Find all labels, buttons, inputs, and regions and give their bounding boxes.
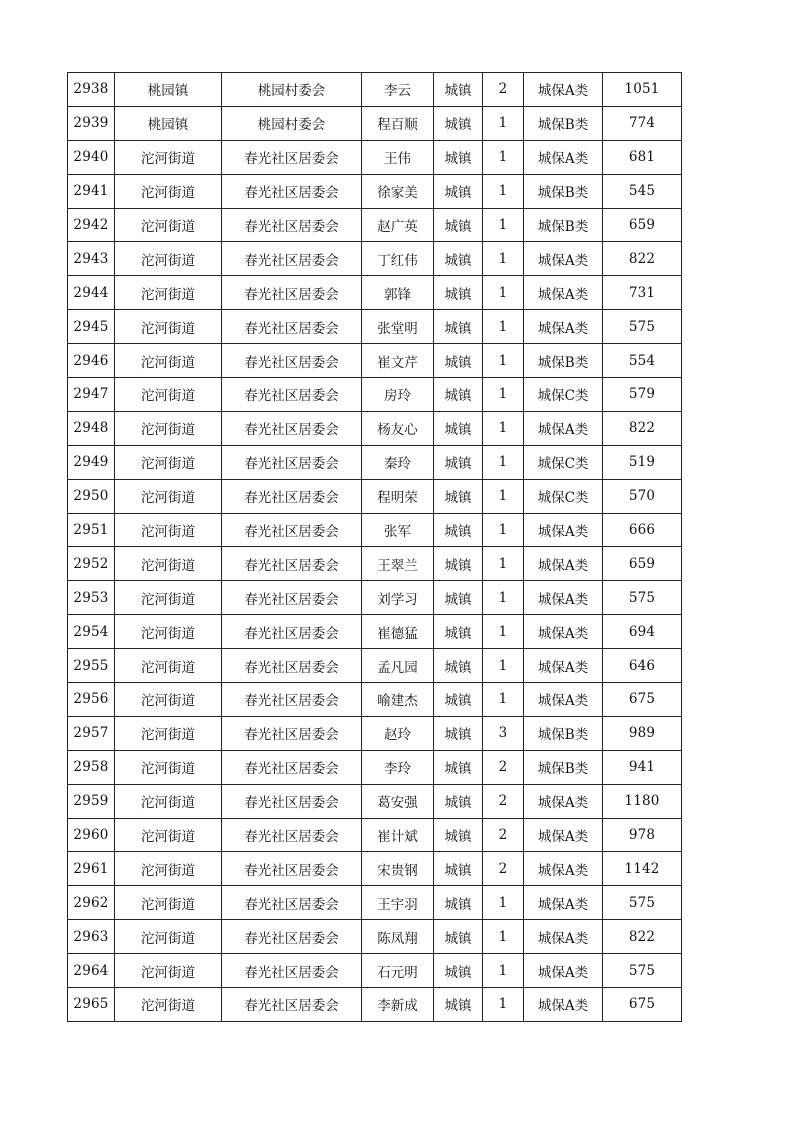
cell-town: 沱河街道	[115, 852, 222, 886]
cell-household-count: 1	[483, 513, 524, 547]
table-row	[68, 208, 682, 242]
cell-category: 城保C类	[524, 445, 603, 479]
cell-committee: 春光社区居委会	[222, 242, 362, 276]
cell-amount: 659	[603, 208, 682, 242]
cell-area-type: 城镇	[434, 852, 483, 886]
table-row	[68, 547, 682, 581]
cell-category: 城保A类	[524, 818, 603, 852]
cell-committee: 春光社区居委会	[222, 344, 362, 378]
cell-area-type: 城镇	[434, 479, 483, 513]
roster-table	[67, 72, 682, 1022]
cell-area-type: 城镇	[434, 310, 483, 344]
cell-category: 城保A类	[524, 242, 603, 276]
table-row	[68, 378, 682, 412]
cell-serial-number: 2958	[68, 750, 115, 784]
table-row	[68, 479, 682, 513]
cell-name: 郭锋	[362, 276, 434, 310]
cell-household-count: 1	[483, 581, 524, 615]
cell-serial-number: 2962	[68, 886, 115, 920]
table-row	[68, 581, 682, 615]
cell-household-count: 1	[483, 378, 524, 412]
cell-committee: 春光社区居委会	[222, 581, 362, 615]
cell-amount: 941	[603, 750, 682, 784]
cell-name: 喻建杰	[362, 683, 434, 717]
cell-town: 沱河街道	[115, 547, 222, 581]
cell-amount: 646	[603, 649, 682, 683]
cell-household-count: 1	[483, 208, 524, 242]
cell-committee: 春光社区居委会	[222, 818, 362, 852]
cell-town: 沱河街道	[115, 886, 222, 920]
cell-category: 城保A类	[524, 683, 603, 717]
cell-area-type: 城镇	[434, 106, 483, 140]
table-row	[68, 988, 682, 1022]
cell-amount: 575	[603, 886, 682, 920]
cell-town: 沱河街道	[115, 411, 222, 445]
cell-serial-number: 2946	[68, 344, 115, 378]
table-row	[68, 445, 682, 479]
cell-serial-number: 2945	[68, 310, 115, 344]
cell-category: 城保A类	[524, 140, 603, 174]
table-row	[68, 411, 682, 445]
cell-area-type: 城镇	[434, 954, 483, 988]
cell-town: 沱河街道	[115, 683, 222, 717]
cell-amount: 666	[603, 513, 682, 547]
table-row	[68, 649, 682, 683]
cell-committee: 春光社区居委会	[222, 750, 362, 784]
cell-category: 城保A类	[524, 276, 603, 310]
cell-category: 城保A类	[524, 988, 603, 1022]
cell-town: 沱河街道	[115, 513, 222, 547]
cell-area-type: 城镇	[434, 174, 483, 208]
cell-serial-number: 2954	[68, 615, 115, 649]
cell-committee: 春光社区居委会	[222, 886, 362, 920]
cell-serial-number: 2942	[68, 208, 115, 242]
cell-name: 赵广英	[362, 208, 434, 242]
cell-category: 城保A类	[524, 784, 603, 818]
cell-amount: 989	[603, 716, 682, 750]
cell-area-type: 城镇	[434, 988, 483, 1022]
cell-amount: 575	[603, 310, 682, 344]
cell-serial-number: 2944	[68, 276, 115, 310]
table-row	[68, 174, 682, 208]
table-row	[68, 276, 682, 310]
cell-category: 城保A类	[524, 310, 603, 344]
cell-amount: 575	[603, 581, 682, 615]
cell-town: 沱河街道	[115, 310, 222, 344]
cell-household-count: 1	[483, 615, 524, 649]
cell-category: 城保A类	[524, 954, 603, 988]
cell-serial-number: 2943	[68, 242, 115, 276]
cell-amount: 579	[603, 378, 682, 412]
cell-serial-number: 2950	[68, 479, 115, 513]
cell-town: 沱河街道	[115, 378, 222, 412]
cell-area-type: 城镇	[434, 784, 483, 818]
cell-serial-number: 2953	[68, 581, 115, 615]
cell-committee: 春光社区居委会	[222, 411, 362, 445]
cell-name: 刘学习	[362, 581, 434, 615]
cell-committee: 春光社区居委会	[222, 784, 362, 818]
cell-household-count: 2	[483, 818, 524, 852]
cell-amount: 822	[603, 242, 682, 276]
table-row	[68, 140, 682, 174]
cell-town: 沱河街道	[115, 242, 222, 276]
cell-area-type: 城镇	[434, 615, 483, 649]
cell-amount: 675	[603, 988, 682, 1022]
cell-town: 桃园镇	[115, 106, 222, 140]
cell-household-count: 2	[483, 784, 524, 818]
cell-area-type: 城镇	[434, 73, 483, 107]
cell-committee: 桃园村委会	[222, 106, 362, 140]
cell-name: 房玲	[362, 378, 434, 412]
cell-category: 城保B类	[524, 106, 603, 140]
cell-serial-number: 2961	[68, 852, 115, 886]
cell-committee: 春光社区居委会	[222, 479, 362, 513]
cell-amount: 659	[603, 547, 682, 581]
cell-household-count: 1	[483, 445, 524, 479]
cell-committee: 春光社区居委会	[222, 310, 362, 344]
cell-committee: 春光社区居委会	[222, 988, 362, 1022]
cell-serial-number: 2941	[68, 174, 115, 208]
cell-committee: 春光社区居委会	[222, 513, 362, 547]
cell-household-count: 2	[483, 852, 524, 886]
cell-amount: 675	[603, 683, 682, 717]
cell-area-type: 城镇	[434, 750, 483, 784]
cell-committee: 春光社区居委会	[222, 852, 362, 886]
cell-name: 张堂明	[362, 310, 434, 344]
cell-serial-number: 2947	[68, 378, 115, 412]
table-row	[68, 954, 682, 988]
cell-serial-number: 2949	[68, 445, 115, 479]
cell-name: 崔文芹	[362, 344, 434, 378]
cell-category: 城保A类	[524, 411, 603, 445]
cell-name: 李玲	[362, 750, 434, 784]
cell-name: 赵玲	[362, 716, 434, 750]
table-row	[68, 73, 682, 107]
cell-category: 城保B类	[524, 716, 603, 750]
cell-area-type: 城镇	[434, 886, 483, 920]
cell-name: 张军	[362, 513, 434, 547]
cell-area-type: 城镇	[434, 547, 483, 581]
cell-committee: 春光社区居委会	[222, 276, 362, 310]
cell-category: 城保A类	[524, 547, 603, 581]
cell-town: 沱河街道	[115, 581, 222, 615]
cell-area-type: 城镇	[434, 140, 483, 174]
cell-committee: 春光社区居委会	[222, 920, 362, 954]
cell-category: 城保A类	[524, 513, 603, 547]
cell-town: 沱河街道	[115, 818, 222, 852]
cell-household-count: 1	[483, 344, 524, 378]
roster-body	[68, 73, 682, 1022]
table-row	[68, 750, 682, 784]
cell-amount: 545	[603, 174, 682, 208]
cell-name: 李云	[362, 73, 434, 107]
cell-town: 沱河街道	[115, 174, 222, 208]
cell-committee: 春光社区居委会	[222, 140, 362, 174]
cell-name: 徐家美	[362, 174, 434, 208]
cell-area-type: 城镇	[434, 344, 483, 378]
cell-category: 城保A类	[524, 615, 603, 649]
cell-category: 城保A类	[524, 852, 603, 886]
cell-household-count: 1	[483, 479, 524, 513]
cell-name: 秦玲	[362, 445, 434, 479]
cell-committee: 春光社区居委会	[222, 716, 362, 750]
cell-category: 城保A类	[524, 73, 603, 107]
table-row	[68, 716, 682, 750]
cell-name: 孟凡园	[362, 649, 434, 683]
cell-name: 丁红伟	[362, 242, 434, 276]
cell-area-type: 城镇	[434, 378, 483, 412]
cell-committee: 春光社区居委会	[222, 445, 362, 479]
cell-name: 王翠兰	[362, 547, 434, 581]
cell-category: 城保B类	[524, 344, 603, 378]
cell-town: 沱河街道	[115, 920, 222, 954]
cell-household-count: 1	[483, 140, 524, 174]
cell-household-count: 1	[483, 547, 524, 581]
table-row	[68, 310, 682, 344]
cell-household-count: 1	[483, 106, 524, 140]
cell-area-type: 城镇	[434, 411, 483, 445]
cell-area-type: 城镇	[434, 445, 483, 479]
cell-household-count: 2	[483, 750, 524, 784]
cell-name: 葛安强	[362, 784, 434, 818]
cell-area-type: 城镇	[434, 208, 483, 242]
cell-name: 李新成	[362, 988, 434, 1022]
cell-area-type: 城镇	[434, 242, 483, 276]
table-row	[68, 513, 682, 547]
cell-category: 城保B类	[524, 750, 603, 784]
cell-household-count: 1	[483, 242, 524, 276]
cell-committee: 春光社区居委会	[222, 683, 362, 717]
cell-amount: 681	[603, 140, 682, 174]
cell-town: 沱河街道	[115, 954, 222, 988]
cell-area-type: 城镇	[434, 649, 483, 683]
cell-town: 沱河街道	[115, 479, 222, 513]
cell-serial-number: 2952	[68, 547, 115, 581]
cell-area-type: 城镇	[434, 920, 483, 954]
cell-amount: 978	[603, 818, 682, 852]
table-row	[68, 344, 682, 378]
cell-committee: 春光社区居委会	[222, 615, 362, 649]
cell-town: 沱河街道	[115, 750, 222, 784]
cell-area-type: 城镇	[434, 716, 483, 750]
cell-amount: 570	[603, 479, 682, 513]
cell-name: 崔计斌	[362, 818, 434, 852]
cell-town: 沱河街道	[115, 276, 222, 310]
cell-serial-number: 2938	[68, 73, 115, 107]
cell-serial-number: 2948	[68, 411, 115, 445]
cell-town: 沱河街道	[115, 208, 222, 242]
cell-category: 城保B类	[524, 208, 603, 242]
table-row	[68, 683, 682, 717]
table-row	[68, 615, 682, 649]
cell-name: 程明荣	[362, 479, 434, 513]
cell-committee: 春光社区居委会	[222, 547, 362, 581]
cell-name: 陈凤翔	[362, 920, 434, 954]
cell-town: 沱河街道	[115, 140, 222, 174]
cell-household-count: 1	[483, 649, 524, 683]
cell-town: 沱河街道	[115, 615, 222, 649]
cell-name: 石元明	[362, 954, 434, 988]
cell-name: 程百顺	[362, 106, 434, 140]
cell-committee: 桃园村委会	[222, 73, 362, 107]
cell-category: 城保C类	[524, 378, 603, 412]
cell-amount: 554	[603, 344, 682, 378]
cell-household-count: 1	[483, 886, 524, 920]
cell-serial-number: 2957	[68, 716, 115, 750]
cell-amount: 822	[603, 920, 682, 954]
cell-committee: 春光社区居委会	[222, 954, 362, 988]
cell-household-count: 1	[483, 310, 524, 344]
cell-name: 崔德猛	[362, 615, 434, 649]
table-row	[68, 920, 682, 954]
cell-amount: 519	[603, 445, 682, 479]
cell-household-count: 1	[483, 954, 524, 988]
cell-category: 城保A类	[524, 581, 603, 615]
cell-committee: 春光社区居委会	[222, 649, 362, 683]
cell-name: 王伟	[362, 140, 434, 174]
cell-town: 沱河街道	[115, 784, 222, 818]
cell-amount: 1142	[603, 852, 682, 886]
cell-serial-number: 2964	[68, 954, 115, 988]
cell-amount: 822	[603, 411, 682, 445]
cell-serial-number: 2955	[68, 649, 115, 683]
cell-area-type: 城镇	[434, 581, 483, 615]
cell-amount: 731	[603, 276, 682, 310]
cell-name: 宋贵钢	[362, 852, 434, 886]
cell-committee: 春光社区居委会	[222, 174, 362, 208]
cell-household-count: 1	[483, 276, 524, 310]
cell-committee: 春光社区居委会	[222, 208, 362, 242]
table-row	[68, 852, 682, 886]
cell-household-count: 1	[483, 411, 524, 445]
cell-amount: 774	[603, 106, 682, 140]
cell-household-count: 1	[483, 920, 524, 954]
table-row	[68, 784, 682, 818]
cell-area-type: 城镇	[434, 818, 483, 852]
cell-name: 王宇羽	[362, 886, 434, 920]
cell-name: 杨友心	[362, 411, 434, 445]
cell-town: 沱河街道	[115, 988, 222, 1022]
cell-category: 城保A类	[524, 649, 603, 683]
cell-serial-number: 2951	[68, 513, 115, 547]
cell-category: 城保B类	[524, 174, 603, 208]
table-row	[68, 818, 682, 852]
cell-household-count: 1	[483, 683, 524, 717]
cell-category: 城保C类	[524, 479, 603, 513]
cell-household-count: 1	[483, 174, 524, 208]
table-row	[68, 242, 682, 276]
cell-serial-number: 2939	[68, 106, 115, 140]
cell-town: 沱河街道	[115, 344, 222, 378]
cell-area-type: 城镇	[434, 276, 483, 310]
cell-serial-number: 2959	[68, 784, 115, 818]
cell-serial-number: 2960	[68, 818, 115, 852]
cell-household-count: 1	[483, 988, 524, 1022]
cell-serial-number: 2940	[68, 140, 115, 174]
cell-town: 桃园镇	[115, 73, 222, 107]
cell-amount: 575	[603, 954, 682, 988]
cell-amount: 694	[603, 615, 682, 649]
cell-area-type: 城镇	[434, 683, 483, 717]
cell-serial-number: 2963	[68, 920, 115, 954]
cell-town: 沱河街道	[115, 649, 222, 683]
cell-committee: 春光社区居委会	[222, 378, 362, 412]
cell-amount: 1051	[603, 73, 682, 107]
cell-town: 沱河街道	[115, 716, 222, 750]
cell-household-count: 3	[483, 716, 524, 750]
cell-serial-number: 2965	[68, 988, 115, 1022]
cell-household-count: 2	[483, 73, 524, 107]
cell-area-type: 城镇	[434, 513, 483, 547]
cell-serial-number: 2956	[68, 683, 115, 717]
table-row	[68, 106, 682, 140]
cell-category: 城保A类	[524, 920, 603, 954]
cell-town: 沱河街道	[115, 445, 222, 479]
table-row	[68, 886, 682, 920]
cell-category: 城保A类	[524, 886, 603, 920]
cell-amount: 1180	[603, 784, 682, 818]
